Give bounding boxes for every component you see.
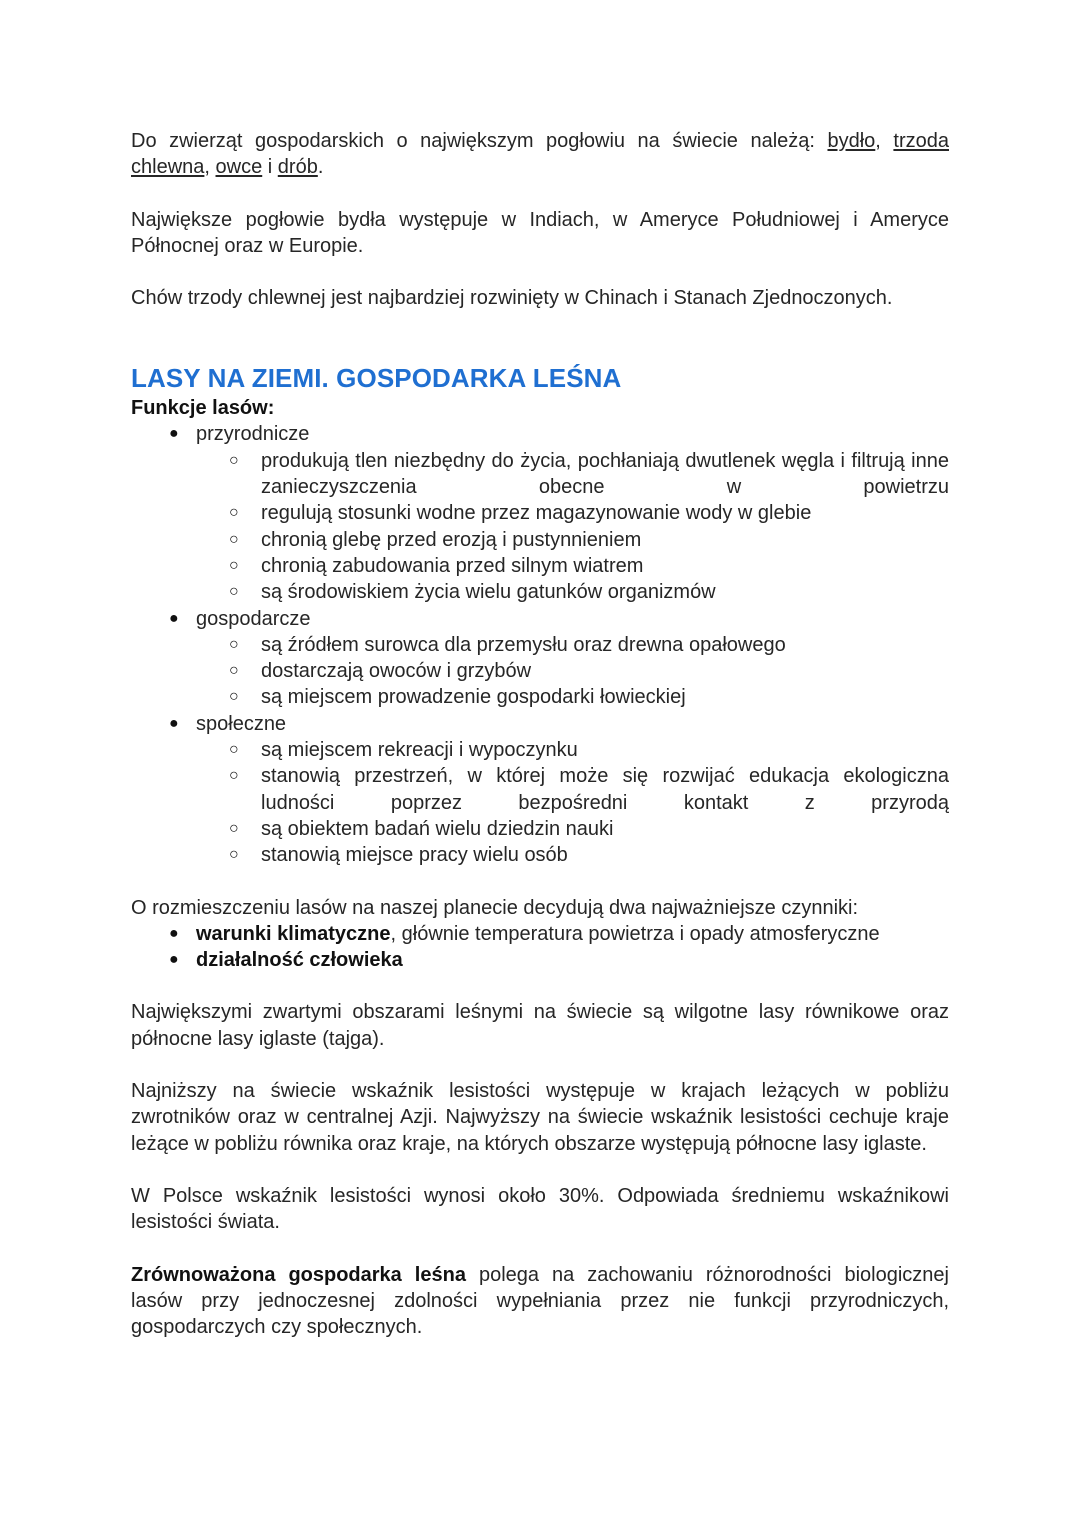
paragraph-text: Do zwierząt gospodarskich o największym pogłowiu na świecie należą: [131, 130, 828, 152]
link-drob: drób [277, 156, 318, 179]
function-label: gospodarcze [196, 607, 311, 630]
circle-bullet-icon: ○ [229, 688, 239, 706]
bullet-icon: ● [169, 924, 179, 942]
link-trzoda-chlewna: trzoda chlewna [131, 130, 949, 179]
list-item: ○ są źródłem surowca dla przemysłu oraz drewna opałowego [196, 632, 949, 658]
paragraph-cattle: Największe pogłowie bydła występuje w Indiach, w Ameryce Południowej i Ameryce Północnej oraz w Europie. [131, 208, 949, 257]
function-label: społeczne [196, 712, 287, 735]
circle-bullet-icon: ○ [229, 662, 239, 680]
factor-item [131, 947, 949, 973]
paragraph-sustainable: Zrównoważona gospodarka leśna polega na zachowaniu różnorodności biologicznej lasów przy jednoczesnej zdolności wypełniania przez nie funkcji przyrodniczych, gospodarczych czy społecznych. [131, 1263, 950, 1339]
bullet-icon: ● [169, 951, 179, 969]
list-item: ○ są środowiskiem życia wielu gatunków organizmów [196, 579, 949, 605]
link-owce: owce [215, 156, 263, 179]
list-item: ○ są obiektem badań wielu dziedzin nauki [196, 816, 949, 842]
function-item [131, 421, 949, 605]
document-page [131, 126, 949, 1340]
circle-bullet-icon: ○ [229, 556, 239, 574]
function-sublist [196, 632, 949, 711]
functions-heading: Funkcje lasów: [131, 397, 275, 420]
circle-bullet-icon: ○ [229, 846, 239, 864]
section-title: LASY NA ZIEMI. GOSPODARKA LEŚNA [131, 363, 622, 394]
list-item: ○ są miejscem rekreacji i wypoczynku [196, 737, 949, 763]
circle-bullet-icon: ○ [229, 819, 239, 837]
bullet-icon: ● [169, 609, 179, 627]
function-item [131, 606, 949, 711]
list-item: ○ chronią zabudowania przed silnym wiatrem [196, 553, 949, 579]
paragraph-poland: W Polsce wskaźnik lesistości wynosi około 30%. Odpowiada średniemu wskaźnikowi lesistości świata. [131, 1184, 949, 1234]
factors-list [131, 921, 949, 974]
bullet-icon: ● [169, 425, 179, 443]
circle-bullet-icon: ○ [229, 767, 239, 785]
factor-bold: działalność człowieka [196, 949, 403, 972]
circle-bullet-icon: ○ [229, 504, 239, 522]
list-item: ○ są miejscem prowadzenie gospodarki łowieckiej [196, 684, 949, 710]
circle-bullet-icon: ○ [229, 583, 239, 601]
circle-bullet-icon: ○ [229, 451, 239, 469]
circle-bullet-icon: ○ [229, 635, 239, 653]
function-label: przyrodnicze [196, 423, 310, 446]
paragraph-livestock: Do zwierząt gospodarskich o największym pogłowiu na świecie należą: bydło, trzoda chlewna, owce i drób. [131, 130, 949, 179]
list-item: ○ dostarczają owoców i grzybów [196, 658, 949, 684]
list-item: ○ regulują stosunki wodne przez magazynowanie wody w glebie [196, 500, 949, 526]
link-bydlo: bydło [827, 130, 876, 152]
function-sublist [196, 448, 949, 606]
circle-bullet-icon: ○ [229, 530, 239, 548]
function-sublist [196, 737, 949, 868]
functions-list [131, 421, 949, 868]
paragraph-largest-forests: Największymi zwartymi obszarami leśnymi na świecie są wilgotne lasy równikowe oraz północne lasy iglaste (tajga). [131, 1001, 949, 1050]
circle-bullet-icon: ○ [229, 741, 239, 759]
list-item: ○ produkują tlen niezbędny do życia, pochłaniają dwutlenek węgla i filtrują inne zanieczyszczenia obecne w powietrzu [229, 449, 949, 499]
paragraph-pigs: Chów trzody chlewnej jest najbardziej rozwinięty w Chinach i Stanach Zjednoczonych. [131, 287, 893, 310]
list-item: ○ chronią glebę przed erozją i pustynnieniem [196, 527, 949, 553]
list-item: ○ stanowią przestrzeń, w której może się rozwijać edukacja ekologiczna ludności poprzez bezpośredni kontakt z przyrodą [229, 765, 949, 814]
factors-intro: O rozmieszczeniu lasów na naszej planecie decydują dwa najważniejsze czynniki: [131, 896, 859, 919]
function-item [131, 711, 949, 869]
factor-item: ● warunki klimatyczne, głównie temperatura powietrza i opady atmosferyczne [131, 921, 949, 947]
sustainable-bold: Zrównoważona gospodarka leśna [131, 1263, 466, 1286]
list-item: ○ stanowią miejsce pracy wielu osób [196, 842, 949, 868]
factor-bold: warunki klimatyczne [196, 922, 391, 945]
bullet-icon: ● [169, 714, 179, 732]
paragraph-forest-index: Najniższy na świecie wskaźnik lesistości występuje w krajach leżących w pobliżu zwrotników oraz w centralnej Azji. Najwyższy na świecie wskaźnik lesistości cechuje kraje leżące w pobliżu równika oraz kraje, na których obszarze występują północne lasy iglaste. [131, 1080, 949, 1155]
